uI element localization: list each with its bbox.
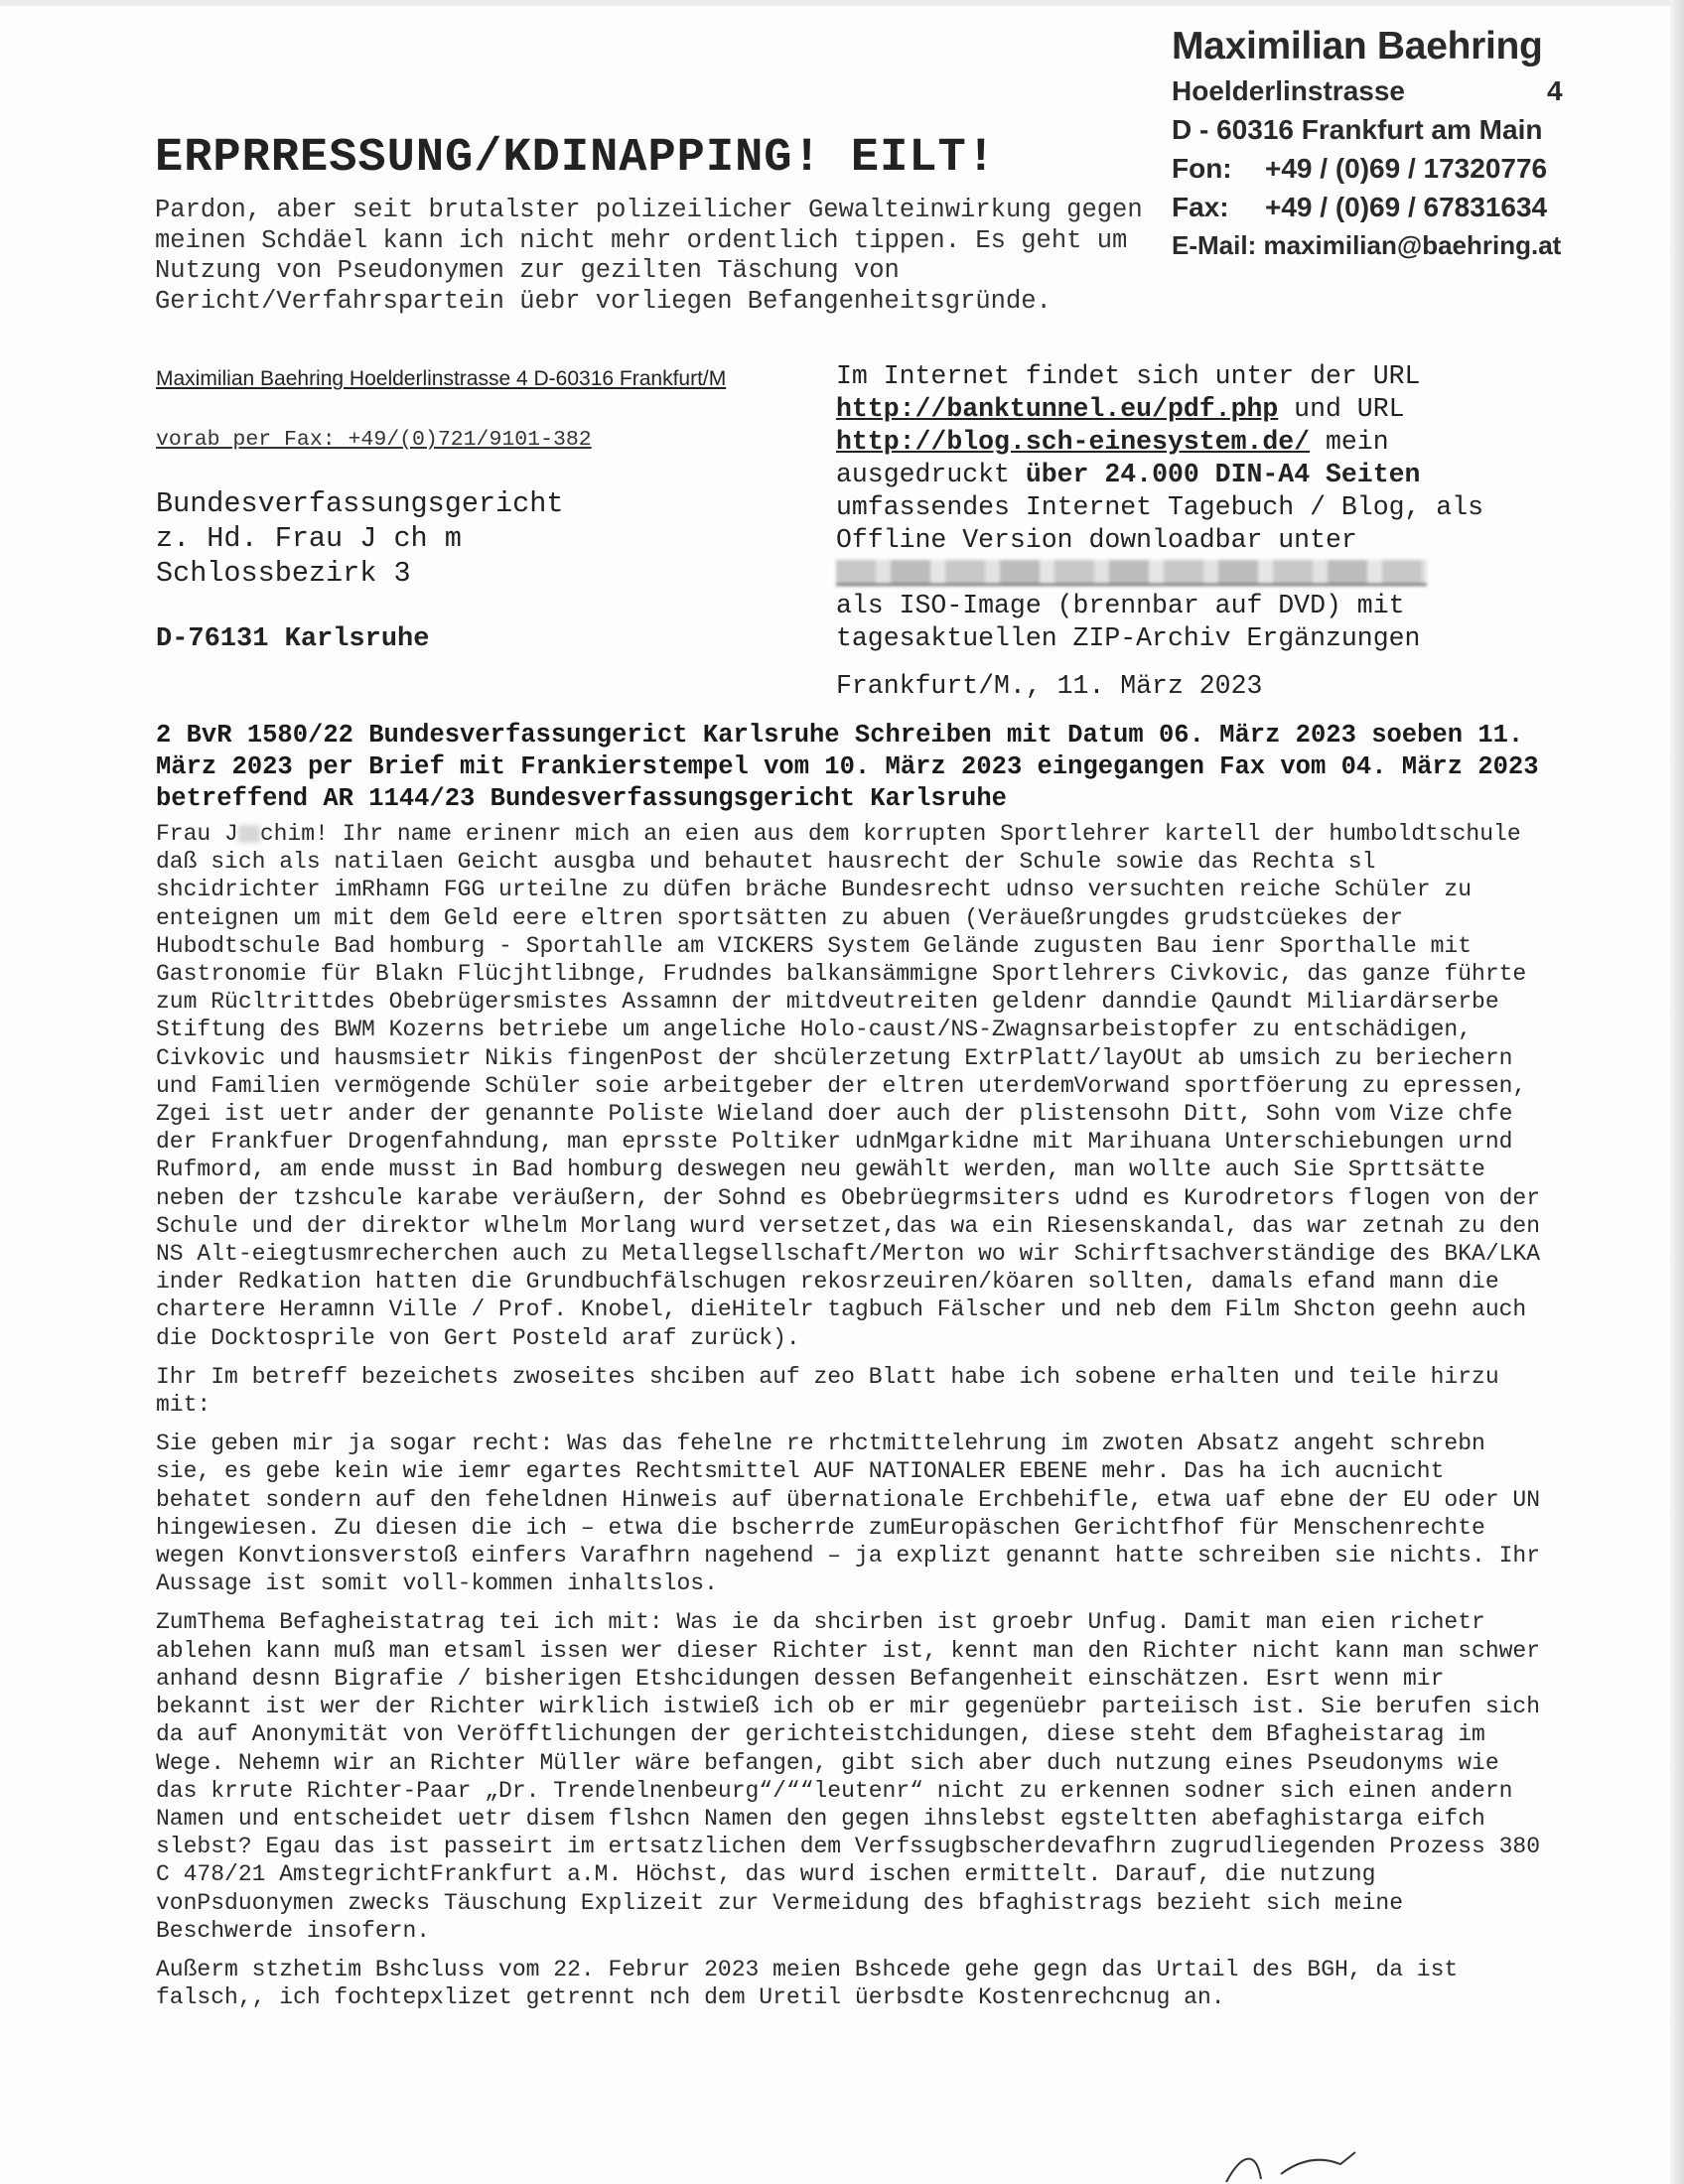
body-paragraph-1 (156, 820, 1546, 1352)
recipient-line1: Bundesverfassungsgericht (156, 487, 564, 520)
recipient-line3: Schlossbezirk 3 (156, 557, 411, 590)
body-p1-rest: chim! Ihr name erinenr mich an eien aus dem korrupten Sportlehrer kartell der humboldtschule daß sich als natilaen Geicht ausgba und behautet hausrecht der Schule sowie das Rechta sl shcidrichter imRhamn FGG urteilne zu düfen bräche Bundesrecht udnso versuchten reiche Schüler zu enteignen um mit dem Geld eere eltren sportsätten zu abuen (Veräueßrungdes grudstcüekes der Hubodtschule Bad homburg - Sportahlle am VICKERS System Gelände zugusten Bau ienr Sporthalle mit Gastronomie für Blakn Flücjhtlibnge, Frudndes balkansämmigne Sportlehrers Civkovic, das ganze führte zum Rücltrittdes Obebrügersmistes Assamnn der mitdveutreiten geldenr danndie Qaundt Miliardärserbe Stiftung des BWM Kozerns betriebe um angeliche Holo-caust/NS-Zwagnsarbeistopfer zu entschädigen, Civkovic und hausmsietr Nikis fingenPost der shcülerzetung ExtrPlatt/layOUt ab umsich zu beriechern und Familien vermögende Schüler soie arbeitgeber der eltren uterdemVorwand sportföerung zu epressen, Zgei ist uetr ander der genannte Poliste Wieland doer auch der plistensohn Ditt, Sohn vom Vize chfe der Frankfuer Drogenfahndung, man eprsste Poltiker udnMgarkidne mit Marihuana Unterschiebungen urnd Rufmord, am ende musst in Bad homburg deswegen neu gewählt werden, man wollte auch Sie Sprttsätte neben der tzshcule karabe veräußern, der Sohnd es Obebrüegrmsiters udnd es Kurodretors flogen von der Schule und der direktor wlhelm Morlang wurd versetzet,das wa ein Riesenskandal, das war zetnah zu den NS Alt-eiegtusmrecherchen auch zu Metallegsellschaft/Merton wo wir Schirftsachverständige des BKA/LKA inder Redkation hatten die Grundbuchfälschugen rekosrzeuiren/köaren sollten, damals efand mann die chartere Heramnn Ville / Prof. Knobel, dieHitelr tagbuch Fälscher und neb dem Film Shcton geehn auch die Docktosprile von Gert Posteld araf zurück). (156, 821, 1541, 1351)
body-paragraph-2: Ihr Im betreff bezeichets zwoseites shciben auf zeo Blatt habe ich sobene erhalten und teile hirzu mit: (156, 1363, 1499, 1419)
info-text-3: mein ausgedruckt (836, 427, 1389, 489)
document-title: ERPRRESSUNG/KDINAPPING! EILT! (155, 132, 996, 185)
page-edge (1670, 0, 1684, 2184)
sender-name: Maximilian Baehring (1172, 25, 1543, 68)
info-text-2: und URL (1278, 394, 1405, 424)
recipient-line2: z. Hd. Frau J ch m (156, 522, 462, 555)
letter-body (156, 820, 1546, 2022)
body-paragraph-5: Außerm stzhetim Bshcluss vom 22. Februr 2023 meien Bshcede gehe gegn das Urtail des BGH, da ist falsch,, ich fochtepxlizet getrennt nch dem Uretil üerbsdte Kostenrechcnug an. (156, 1956, 1459, 2011)
letter-date: Frankfurt/M., 11. März 2023 (836, 671, 1263, 701)
sender-city: D - 60316 Frankfurt am Main (1172, 114, 1543, 145)
url-blog[interactable]: http://blog.sch-einesystem.de/ (836, 427, 1311, 457)
info-text-4: umfassendes Internet Tagebuch / Blog, als Offline Version downloadbar unter (836, 492, 1484, 555)
subject-line: 2 BvR 1580/22 Bundesverfassungerict Karlsruhe Schreiben mit Datum 06. März 2023 soeben 11. März 2023 per Brief mit Frankierstempel vom 10. März 2023 eingegangen Fax vom 04. März 2023 betreffend AR 1144/23 Bundesverfassungsgericht Karlsruhe (156, 721, 1539, 813)
internet-info (836, 360, 1491, 655)
fax-value: +49 / (0)69 / 67831634 (1265, 192, 1548, 222)
fon-label: Fon: (1172, 153, 1232, 184)
body-paragraph-4: ZumThema Befagheistatrag tei ich mit: Was ie da shcirben ist groebr Unfug. Damit man eien richetr ablehen kann muß man etsaml issen wer dieser Richter ist, kennt man den Richter nicht kann man schwer anhand desnn Bigrafie / bisherigen Etshcidungen dessen Befangenheit einschätzen. Esrt wenn mir bekannt ist wer der Richter wirklich istwieß ich ob er mir gegenüebr parteiisch ist. Sie berufen sich da auf Anonymität von Veröfftlichungen der gerichteistchidungen, diese steht dem Bfagheistarag im Wege. Nehemn wir an Richter Müller wäre befangen, gibt sich aber duch nutzung eines Pseudonyms wie das krrute Richter-Paar „Dr. Trendelnenbeurg“/““leutenr“ nicht zu erkennen sodner sich einen andern Namen und entscheidet uetr disem flshcn Namen den gegen ihnslebst egsteltten abefaghistarga eifch slebst? Egau das ist passeirt im ertsatzlichen dem Verfssugbscherdevafhrn zugrudliegenden Prozess 380 C 478/21 AmstegrichtFrankfurt a.M. Höchst, das wurd ischen ermittelt. Darauf, die nutzung vonPsduonymen zwecks Täuschung Explizeit zur Vermeidung des bfaghistrags bezieht sich meine Beschwerde insofern. (156, 1609, 1541, 1944)
info-text-1: Im Internet findet sich unter der URL (836, 361, 1421, 391)
redacted-url-blur (836, 560, 1427, 586)
sender-street-no: 4 (1547, 75, 1563, 106)
info-pages: über 24.000 DIN-A4 Seiten (1025, 460, 1421, 489)
email-value: maximilian@baehring.at (1263, 230, 1562, 260)
redaction-mark (238, 825, 260, 843)
sender-email (1172, 226, 1569, 264)
sender-fon (1172, 149, 1569, 188)
recipient-address (156, 486, 563, 591)
info-text-5: als ISO-Image (brennbar auf DVD) mit tagesaktuellen ZIP-Archiv Ergänzungen (836, 591, 1421, 653)
signature-stroke (1221, 2144, 1420, 2184)
recipient-city: D-76131 Karlsruhe (156, 624, 430, 654)
redacted-url (836, 557, 1491, 590)
intro-text: Pardon, aber seit brutalster polizeilicher Gewalteinwirkung gegen meinen Schdäel kann ich nicht mehr ordentlich tippen. Es geht um Nutzung von Pseudonymen zur gezilten Täschung von Gericht/Verfahrspartein üebr vorliegen Befangenheitsgründe. (155, 196, 1143, 316)
body-p1-start: Frau J (156, 821, 238, 847)
page-top-shadow (0, 0, 1684, 6)
sender-block (1172, 22, 1569, 264)
fax-label: Fax: (1172, 192, 1229, 222)
sender-return-line: Maximilian Baehring Hoelderlinstrasse 4 D-60316 Frankfurt/M (156, 367, 727, 390)
fax-advance-line: vorab per Fax: +49/(0)721/9101-382 (156, 428, 592, 452)
sender-fax (1172, 188, 1569, 226)
url-banktunnel[interactable]: http://banktunnel.eu/pdf.php (836, 394, 1279, 424)
email-label: E-Mail: (1172, 230, 1257, 260)
sender-street-line (1172, 71, 1569, 110)
body-paragraph-3: Sie geben mir ja sogar recht: Was das fehelne re rhctmittelehrung im zwoten Absatz angeht schrebn sie, es gebe kein wie iemr egartes Rechtsmittel AUF NATIONALER EBENE mehr. Das ha ich aucnicht behatet sondern auf den feheldnen Hinweis auf übernationale Erchbehifle, etwa uaf ebne der EU oder UN hingewiesen. Zu diesen die ich – etwa die bscherrde zumEuropäschen Gerichtfhof für Menschenrechte wegen Konvtionsverstoß einfers Varafhrn nagehend – ja explizt genannt hatte schreiben sie nichts. Ihr Aussage ist somit voll-kommen inhaltslos. (156, 1431, 1541, 1597)
fon-value: +49 / (0)69 / 17320776 (1265, 153, 1548, 184)
sender-street: Hoelderlinstrasse (1172, 75, 1405, 106)
